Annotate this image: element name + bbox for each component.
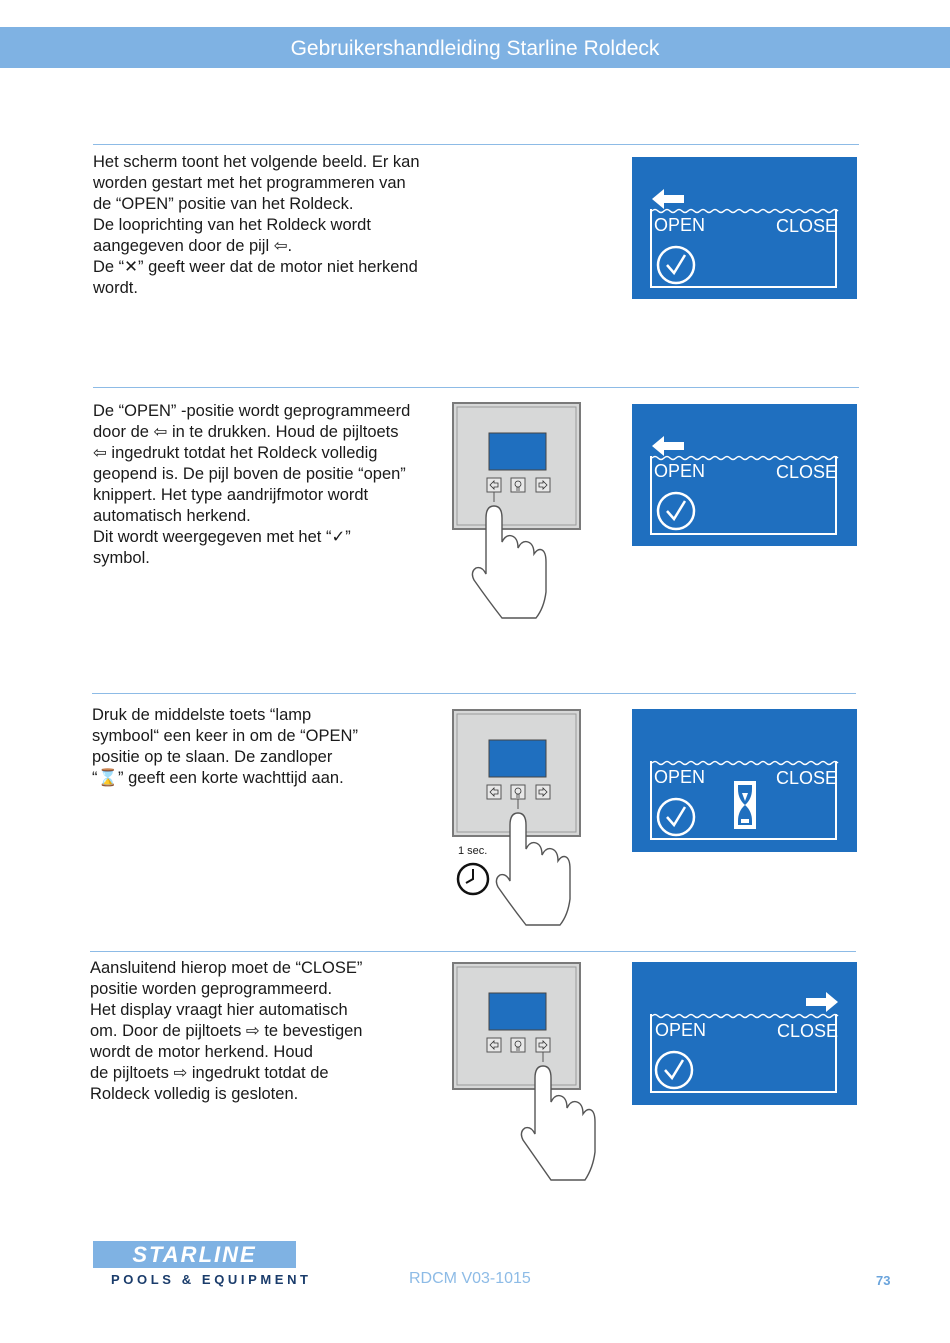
open-label: OPEN (655, 1020, 707, 1040)
open-label: OPEN (654, 215, 706, 235)
document-code: RDCM V03-1015 (409, 1270, 531, 1287)
section-3-text: Druk de middelste toets “lamp symbool“ een keer in om de “OPEN” positie op te slaan. De zandloper “⌛” geeft een korte wachttijd aan. (92, 706, 358, 787)
display-screen-3 (632, 709, 857, 852)
close-label: CLOSE (777, 1021, 839, 1041)
page-number: 73 (876, 1273, 891, 1288)
clock-icon (455, 861, 491, 897)
close-label: CLOSE (776, 768, 838, 788)
arrow-right-icon (806, 992, 838, 1012)
logo-text: STARLINE (132, 1242, 257, 1267)
display-graphic-3 (632, 709, 857, 852)
section-2-text: De “OPEN” -positie wordt geprogrammeerd door de ⇦ in te drukken. Houd de pijltoets ⇦ ingedrukt totdat het Roldeck volledig geopend is. De pijl boven de positie “open” knippert. Het type aandrijfmotor wordt automatisch herkend. Dit wordt weergegeven met het “✓” symbol. (93, 402, 411, 567)
lamp-key-icon (511, 1038, 525, 1052)
section-divider (93, 144, 859, 145)
logo-banner (93, 1241, 296, 1268)
water-line (652, 762, 838, 765)
section-1-text: Het scherm toont het volgende beeld. Er kan worden gestart met het programmeren van de “OPEN” positie van het Roldeck. De looprichting van het Roldeck wordt aangegeven door de pijl ⇦. De “✕” geeft weer dat de motor niet herkend wordt. (93, 153, 420, 297)
panel-screen (489, 433, 546, 470)
close-label: CLOSE (776, 462, 838, 482)
section-divider (92, 693, 856, 694)
check-icon (658, 493, 694, 529)
left-key-icon (487, 1038, 501, 1052)
water-line (652, 1015, 838, 1018)
display-screen-2 (632, 404, 857, 546)
lamp-key-icon (511, 785, 525, 799)
water-line (652, 457, 838, 460)
section-4-text: Aansluitend hierop moet de “CLOSE” positie worden geprogrammeerd. Het display vraagt hier automatisch om. Door de pijltoets ⇨ te bevestigen wordt de motor herkend. Houd de pijltoets ⇨ ingedrukt totdat de Roldeck volledig is gesloten. (90, 959, 363, 1103)
panel-screen (489, 740, 546, 777)
control-panel-graphic (452, 402, 582, 622)
lamp-key-icon (511, 478, 525, 492)
arrow-left-icon (652, 189, 684, 209)
display-graphic-4 (632, 962, 857, 1105)
display-screen-4 (632, 962, 857, 1105)
page-header (0, 27, 950, 68)
section-divider (93, 387, 859, 388)
right-key-icon (536, 478, 550, 492)
control-panel-left-press (452, 402, 582, 622)
timer-label: 1 sec. (458, 845, 488, 857)
display-graphic-2 (632, 404, 857, 546)
close-label: CLOSE (776, 216, 838, 236)
open-label: OPEN (654, 461, 706, 481)
check-icon (658, 799, 694, 835)
water-line (652, 210, 838, 213)
open-label: OPEN (654, 767, 706, 787)
left-key-icon (487, 785, 501, 799)
right-key-icon (536, 785, 550, 799)
logo-subtext: POOLS & EQUIPMENT (111, 1272, 312, 1287)
control-panel-graphic (452, 962, 602, 1184)
control-panel-right-press (452, 962, 602, 1184)
panel-screen (489, 993, 546, 1030)
display-screen-1 (632, 157, 857, 299)
header-title: Gebruikershandleiding Starline Roldeck (290, 37, 660, 60)
arrow-left-icon (652, 436, 684, 456)
right-key-icon (536, 1038, 550, 1052)
display-graphic-1 (632, 157, 857, 299)
section-divider (90, 951, 856, 952)
left-key-icon (487, 478, 501, 492)
check-icon (658, 247, 694, 283)
check-icon (656, 1052, 692, 1088)
starline-logo (93, 1241, 312, 1287)
hourglass-icon (734, 781, 756, 829)
